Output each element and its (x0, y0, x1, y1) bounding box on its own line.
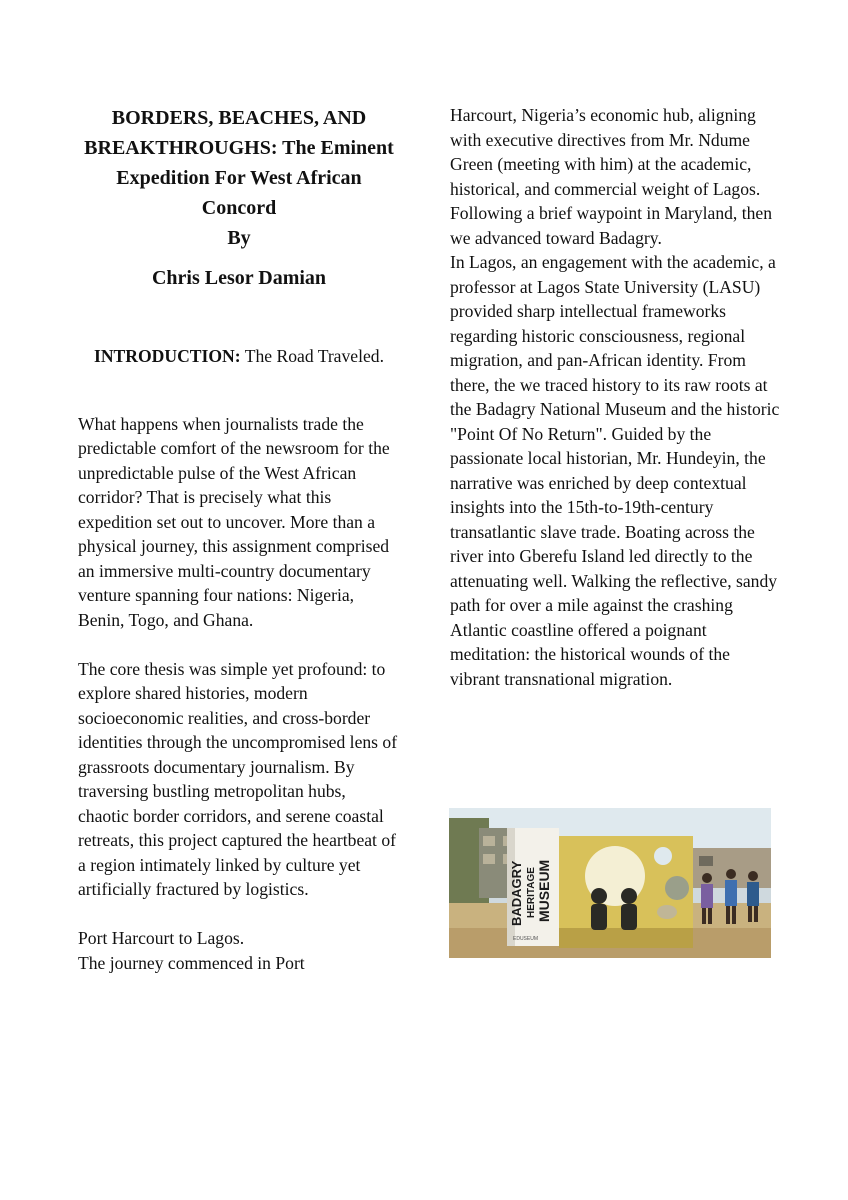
left-column (78, 103, 400, 975)
article-byline: By (227, 227, 251, 249)
paragraph-lagos: In Lagos, an engagement with the academic, a professor at Lagos State University (LASU) provided sharp intellectual frameworks regarding historic consciousness, regional migration, and pan-African identity. From there, the we traced history to its raw roots at the Badagry National Museum and the historic "Point Of No Return". Guided by the passionate local historian, Mr. Hundeyin, the narrative was enriched by deep contextual insights into the 15th-to-19th-century transatlantic slave trade. Boating across the river into Gberefu Island led directly to the attenuating well. Walking the reflective, sandy path for over a mile against the crashing Atlantic coastline offered a poignant meditation: the historical wounds of the vibrant transnational migration. (450, 252, 780, 689)
badagry-museum-photo (449, 808, 771, 958)
intro-heading (78, 344, 400, 369)
paragraph-intro-2: The core thesis was simple yet profound: to explore shared histories, modern socioeconomic realities, and cross-border identities through the uncompromised lens of grassroots documentary journalism. By traversing bustling metropolitan hubs, chaotic border corridors, and serene coastal retreats, this project captured the heartbeat of a region intimately linked by culture yet artificially fractured by logistics. (78, 658, 398, 899)
intro-text: The Road Traveled. (240, 346, 384, 366)
section-heading: Port Harcourt to Lagos. (78, 928, 245, 948)
right-column (450, 103, 780, 691)
article-title: BORDERS, BEACHES, AND BREAKTHROUGHS: The Eminent Expedition For West African Concord (84, 107, 394, 219)
sign-small-text: EDUSEUM (513, 936, 539, 942)
sign-text-badagry: BADAGRY (509, 860, 524, 926)
sign-text-group (509, 860, 552, 926)
sign-text-museum: MUSEUM (536, 859, 552, 922)
sign-text-heritage: HERITAGE (526, 867, 537, 918)
article-author: Chris Lesor Damian (151, 267, 327, 289)
section-lead: The journey commenced in Port (78, 952, 305, 973)
photo-illustration (449, 808, 771, 958)
paragraph-intro-1: What happens when journalists trade the predictable comfort of the newsroom for the unpredictable pulse of the West African corridor? That is precisely what this expedition set out to uncover. More than a physical journey, this assignment comprised an immersive multi-country documentary venture spanning four nations: Nigeria, Benin, Togo, and Ghana. (78, 413, 390, 630)
intro-label: INTRODUCTION: (94, 346, 241, 366)
paragraph-continued: Harcourt, Nigeria’s economic hub, aligning with executive directives from Mr. Ndume Green (meeting with him) at the academic, historical, and commercial weight of Lagos. Following a brief waypoint in Maryland, then we advanced toward Badagry. (450, 105, 773, 248)
